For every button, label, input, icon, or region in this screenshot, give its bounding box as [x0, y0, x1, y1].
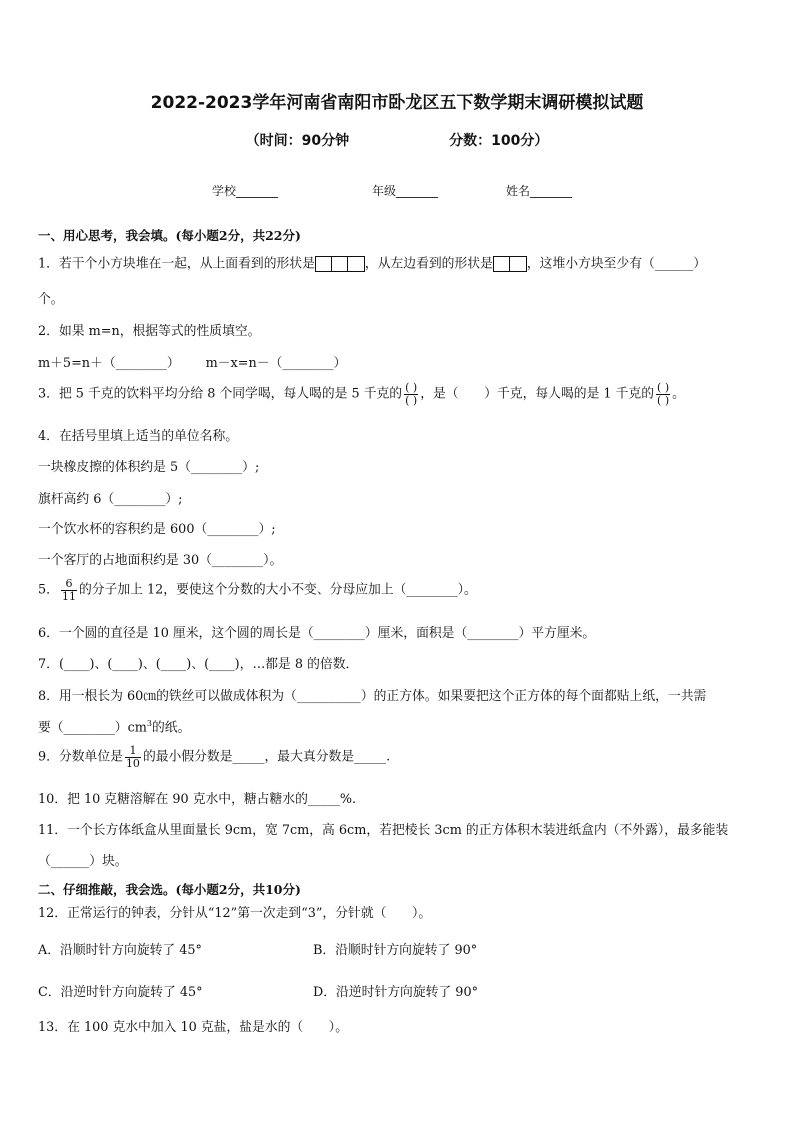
question-4c: 一个饮水杯的容积约是 600（________）;: [38, 522, 276, 537]
question-2-items: m＋5=n＋（________） m－x=n－（________）: [38, 356, 347, 371]
grade-field[interactable]: 年级_______: [372, 184, 439, 198]
question-4d: 一个客厅的占地面积约是 30（________）。: [38, 553, 283, 568]
score-label: 分数：100分）: [449, 133, 549, 149]
time-label: （时间：90分钟: [245, 133, 350, 149]
blank-fraction: $\frac{( )}{( )}$: [657, 381, 670, 407]
question-4a: 一块橡皮擦的体积约是 5（________）;: [38, 460, 260, 475]
question-2: 2．如果 m=n，根据等式的性质填空。: [38, 324, 261, 339]
option-12a[interactable]: A．沿顺时针方向旋转了 45°: [38, 943, 202, 958]
section-1-heading: 一、用心思考，我会填。(每小题2分，共22分): [38, 228, 301, 243]
left-view-figure: [493, 256, 527, 272]
question-12: 12．正常运行的钟表，分针从“12”第一次走到“3”，分针就（ ）。: [38, 906, 432, 921]
section-2-heading: 二、仔细推敲，我会选。(每小题2分，共10分): [38, 882, 301, 897]
question-4: 4．在括号里填上适当的单位名称。: [38, 429, 239, 444]
question-6: 6．一个圆的直径是 10 厘米，这个圆的周长是（________）厘米，面积是（________）平方厘米。: [38, 626, 596, 641]
question-9: 9．分数单位是 $\frac{1}{10}$ 的最小假分数是_____，最大真分数是_____.: [38, 744, 391, 770]
school-field[interactable]: 学校_______: [212, 184, 279, 198]
exam-info: [0, 130, 794, 150]
question-4b: 旗杆高约 6（________）;: [38, 492, 183, 507]
question-1: 1．若干个小方块堆在一起，从上面看到的形状是 ，从左边看到的形状是 ，这堆小方块至少有（______）: [38, 256, 707, 272]
question-8: 8．用一根长为 60㎝的铁丝可以做成体积为（__________）的正方体。如果要把这个正方体的每个面都贴上纸，一共需: [38, 689, 707, 704]
question-5: 5． $\frac{6}{11}$ 的分子加上 12，要使这个分数的大小不变、分母应加上（________）。: [38, 577, 477, 603]
page-title: 2022-2023学年河南省南阳市卧龙区五下数学期末调研模拟试题: [150, 93, 644, 113]
question-7: 7．(____)、(____)、(____)、(____)，…都是 8 的倍数．: [38, 657, 359, 672]
option-12d[interactable]: D．沿逆时针方向旋转了 90°: [313, 985, 478, 1000]
question-11: 11．一个长方体纸盒从里面量长 9cm，宽 7cm，高 6cm，若把棱长 3cm 的正方体积木装进纸盒内（不外露），最多能装: [38, 823, 729, 838]
top-view-figure: [315, 256, 365, 272]
option-12c[interactable]: C．沿逆时针方向旋转了 45°: [38, 985, 203, 1000]
question-1-cont: 个。: [38, 292, 64, 307]
question-11-cont: （______）块。: [38, 854, 128, 869]
fraction-1-10: $\frac{1}{10}$: [125, 744, 140, 770]
name-field[interactable]: 姓名_______: [506, 184, 573, 198]
blank-fraction: $\frac{( )}{( )}$: [405, 381, 418, 407]
question-3: 3．把 5 千克的饮料平均分给 8 个同学喝，每人喝的是 5 千克的 $\frac{( )}{( )}$ ，是（ ）千克，每人喝的是 1 千克的 $\frac{( )}{( )}$ 。: [38, 381, 685, 407]
option-12b[interactable]: B．沿顺时针方向旋转了 90°: [313, 943, 478, 958]
fraction-6-11: $\frac{6}{11}$: [61, 577, 76, 603]
question-13: 13．在 100 克水中加入 10 克盐，盐是水的（ ）。: [38, 1020, 349, 1035]
question-8-cont: 要$(\_\_\_\_\_\_\_\_)cm^3$的纸。: [38, 719, 191, 736]
question-10: 10．把 10 克糖溶解在 90 克水中，糖占糖水的_____%.: [38, 792, 357, 807]
